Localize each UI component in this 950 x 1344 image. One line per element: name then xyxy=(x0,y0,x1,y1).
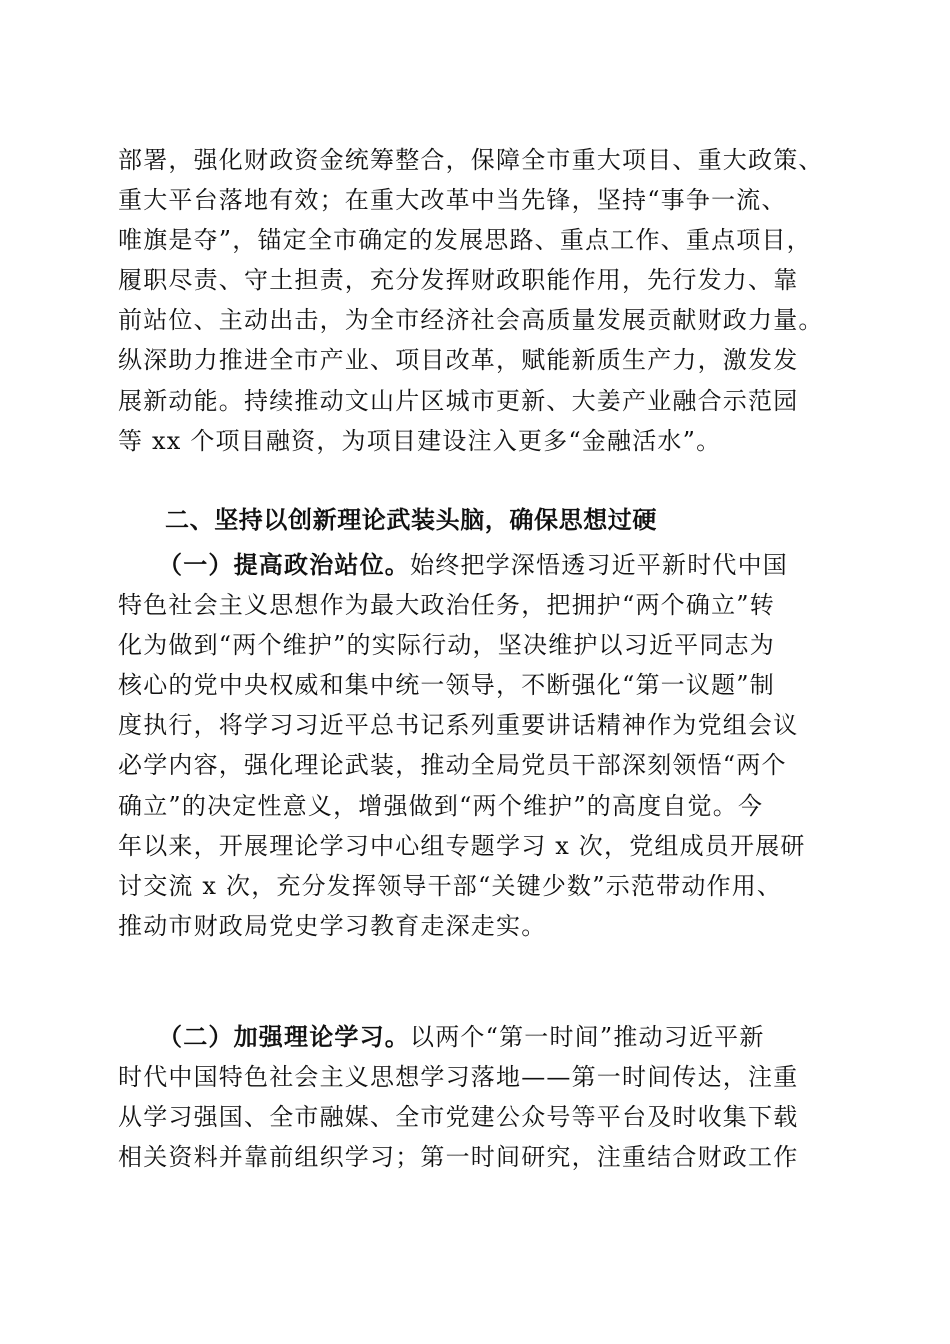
paragraph-line: 确立”的决定性意义，增强做到“两个维护”的高度自觉。今 xyxy=(118,791,764,820)
paragraph-line: 部署，强化财政资金统筹整合，保障全市重大项目、重大政策、 xyxy=(118,146,824,174)
paragraph-line: 特色社会主义思想作为最大政治任务，把拥护“两个确立”转 xyxy=(118,591,775,620)
paragraph-line: 度执行，将学习习近平总书记系列重要讲话精神作为党组会议 xyxy=(118,711,799,740)
subsection-label: （二）加强理论学习。 xyxy=(158,1023,410,1051)
subsection-1 xyxy=(118,545,846,946)
paragraph-line: 必学内容，强化理论武装，推动全局党员干部深刻领悟“两个 xyxy=(118,751,787,780)
paragraph-line: 从学习强国、全市融媒、全市党建公众号等平台及时收集下载 xyxy=(118,1103,799,1132)
paragraph-line: 履职尽责、守土担责，充分发挥财政职能作用，先行发力、靠 xyxy=(118,266,799,295)
paragraph-line: 纵深助力推进全市产业、项目改革，赋能新质生产力，激发发 xyxy=(118,346,799,375)
paragraph-text: 始终把学深悟透习近平新时代中国 xyxy=(410,551,788,579)
paragraph-line: 相关资料并靠前组织学习；第一时间研究，注重结合财政工作 xyxy=(118,1143,799,1172)
subsection-first-line xyxy=(118,1017,846,1057)
paragraph-line: 重大平台落地有效；在重大改革中当先锋，坚持“事争一流、 xyxy=(118,186,787,215)
paragraph-line: 唯旗是夺”，锚定全市确定的发展思路、重点工作、重点项目， xyxy=(118,226,812,255)
paragraph-line: 等 xx 个项目融资，为项目建设注入更多“金融活水”。 xyxy=(118,426,722,455)
paragraph-line: 核心的党中央权威和集中统一领导，不断强化“第一议题”制 xyxy=(118,671,775,700)
paragraph-line: 推动市财政局党史学习教育走深走实。 xyxy=(118,911,547,940)
subsection-label: （一）提高政治站位。 xyxy=(158,551,410,579)
paragraph-1 xyxy=(118,140,846,461)
paragraph-line: 前站位、主动出击，为全市经济社会高质量发展贡献财政力量。 xyxy=(118,306,824,335)
paragraph-text: 以两个“第一时间”推动习近平新 xyxy=(410,1023,765,1051)
section-heading: 二、坚持以创新理论武装头脑，确保思想过硬 xyxy=(165,506,657,534)
paragraph-line: 化为做到“两个维护”的实际行动，坚决维护以习近平同志为 xyxy=(118,631,775,660)
paragraph-line: 年以来，开展理论学习中心组专题学习 x 次，党组成员开展研 xyxy=(118,831,806,860)
paragraph-line: 讨交流 x 次，充分发挥领导干部“关键少数”示范带动作用、 xyxy=(118,871,783,900)
paragraph-line: 展新动能。持续推动文山片区城市更新、大姜产业融合示范园 xyxy=(118,386,799,415)
subsection-2 xyxy=(118,1017,846,1177)
paragraph-line: 时代中国特色社会主义思想学习落地——第一时间传达，注重 xyxy=(118,1063,799,1092)
subsection-first-line xyxy=(118,545,846,585)
